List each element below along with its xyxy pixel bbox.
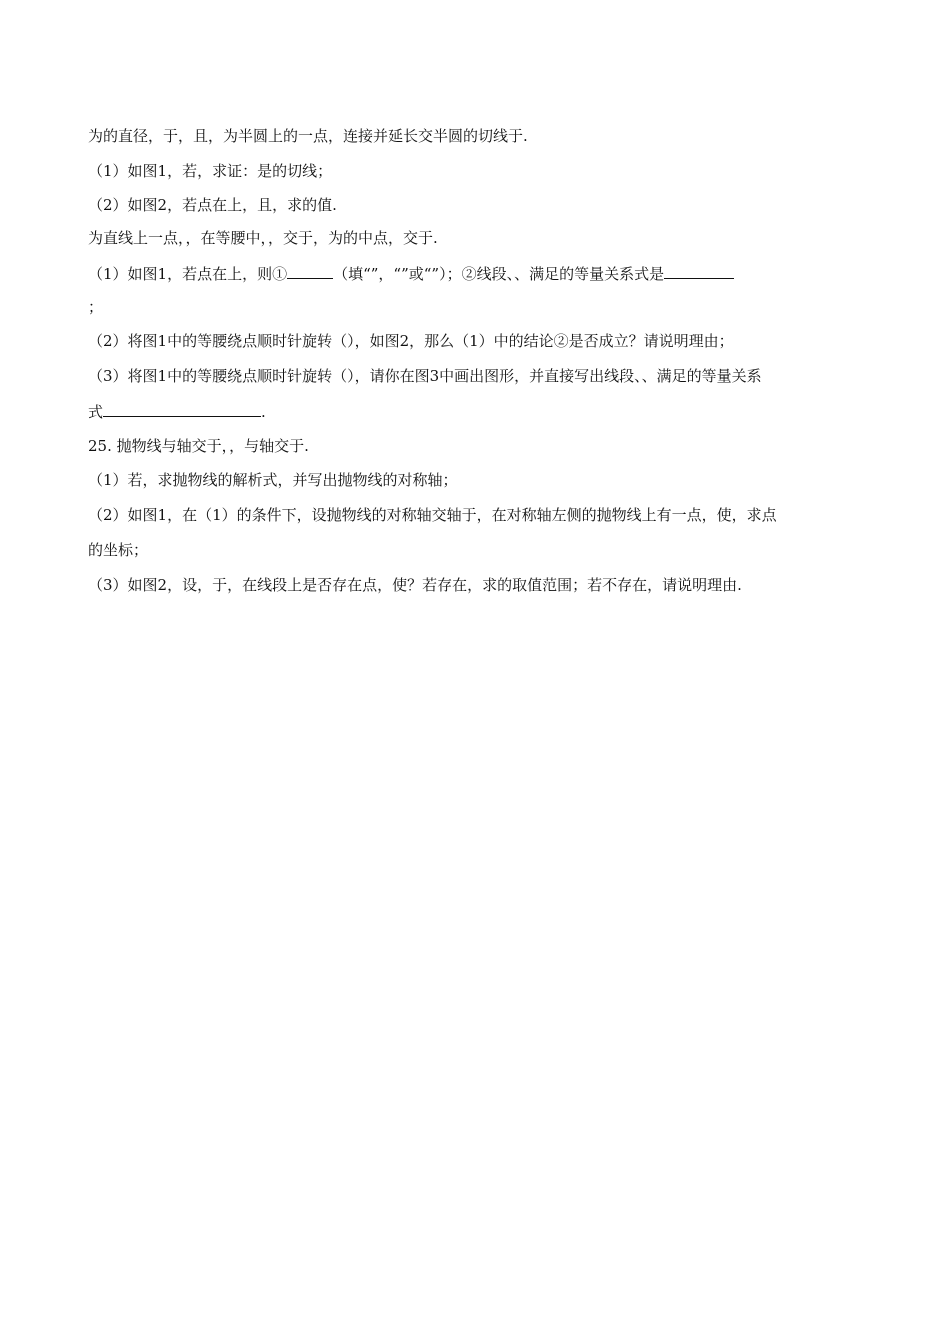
problem-23-part-1: （1）如图1，若，求证：是的切线；	[88, 162, 333, 180]
problem-24-part-1-text-b: （填“”，“”或“”）；②线段、、满足的等量关系式是	[333, 265, 665, 283]
problem-25-part-2: （2）如图1，在（1）的条件下，设抛物线的对称轴交轴于，在对称轴左侧的抛物线上有一点，使，求点	[88, 506, 777, 524]
answer-blank-2	[664, 263, 734, 279]
problem-24-part-3-text-b: 式	[88, 403, 104, 421]
problem-24-part-1-text-a: （1）如图1，若点在上，则①	[88, 265, 288, 283]
answer-blank-3	[103, 401, 261, 417]
problem-24-part-2: （2）将图1中的等腰绕点顺时针旋转（），如图2，那么（1）中的结论②是否成立？请说明理由；	[88, 332, 734, 350]
problem-24-part-3-cont	[88, 401, 266, 421]
problem-25-part-1: （1）若，求抛物线的解析式，并写出抛物线的对称轴；	[88, 471, 458, 489]
problem-23-part-2: （2）如图2，若点在上，且，求的值.	[88, 196, 337, 214]
problem-24-intro: 为直线上一点，，在等腰中，，交于，为的中点，交于.	[88, 229, 438, 247]
problem-24-part-3: （3）将图1中的等腰绕点顺时针旋转（），请你在图3中画出图形，并直接写出线段、、满足的等量关系	[88, 367, 762, 385]
problem-25-intro: 25. 抛物线与轴交于，，与轴交于.	[88, 437, 309, 455]
problem-23-intro: 为的直径，于，且，为半圆上的一点，连接并延长交半圆的切线于.	[88, 127, 528, 145]
problem-25-part-3: （3）如图2，设，于，在线段上是否存在点，使？若存在，求的取值范围；若不存在，请说明理由.	[88, 576, 742, 594]
answer-blank-1	[287, 263, 333, 279]
problem-24-part-3-text-c: .	[261, 403, 266, 421]
problem-25-part-2-cont: 的坐标；	[88, 541, 149, 559]
problem-24-part-1	[88, 263, 734, 283]
problem-24-part-1-end: ；	[88, 298, 104, 316]
